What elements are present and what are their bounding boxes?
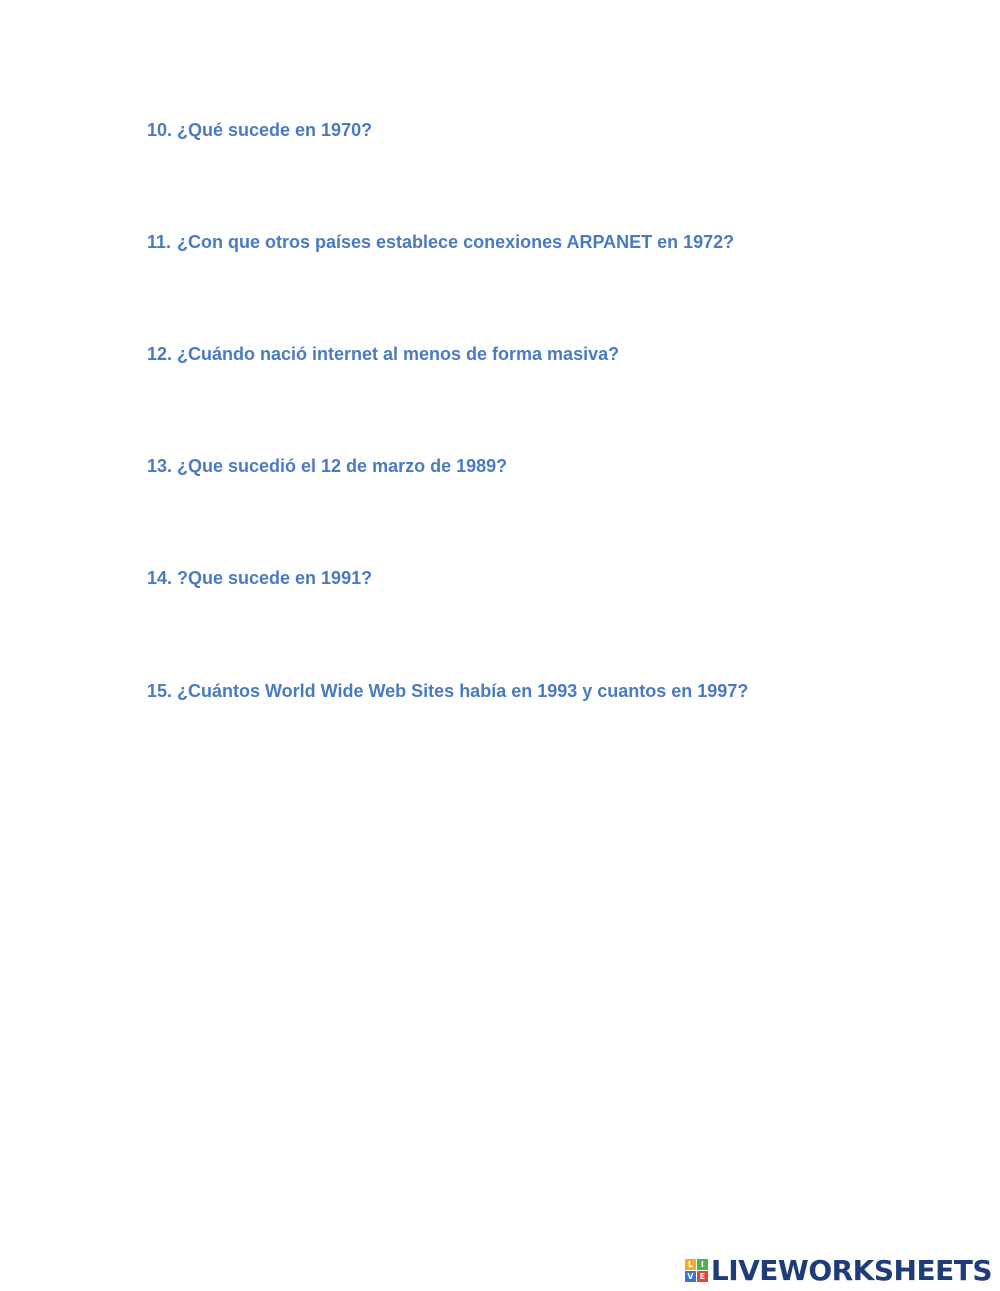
question-14 (147, 567, 372, 589)
question-13 (147, 455, 507, 477)
question-number: 12. (147, 344, 173, 364)
question-text: ¿Cuántos World Wide Web Sites había en 1993 y cuantos en 1997? (177, 681, 749, 701)
question-text: ¿Que sucedió el 12 de marzo de 1989? (177, 456, 508, 476)
question-number: 10. (147, 120, 173, 140)
question-number: 11. (147, 232, 172, 252)
brand-name: LIVEWORKSHEETS (710, 1253, 992, 1287)
question-12 (147, 343, 619, 365)
question-number: 15. (147, 681, 173, 701)
question-text: ¿Con que otros países establece conexiones ARPANET en 1972? (177, 232, 735, 252)
question-text: ¿Cuándo nació internet al menos de forma masiva? (177, 344, 620, 364)
question-number: 14. (147, 568, 173, 588)
question-text: ¿Qué sucede en 1970? (177, 120, 373, 140)
question-11 (147, 231, 734, 253)
question-10 (147, 119, 372, 141)
question-number: 13. (147, 456, 173, 476)
logo-letter-v: V (685, 1271, 696, 1282)
question-15 (147, 680, 748, 702)
logo-letter-e: E (697, 1271, 708, 1282)
liveworksheets-logo-icon (685, 1259, 708, 1282)
question-text: ?Que sucede en 1991? (177, 568, 373, 588)
liveworksheets-brand (685, 1254, 992, 1286)
logo-letter-i: I (697, 1259, 708, 1270)
logo-letter-l: L (685, 1259, 696, 1270)
